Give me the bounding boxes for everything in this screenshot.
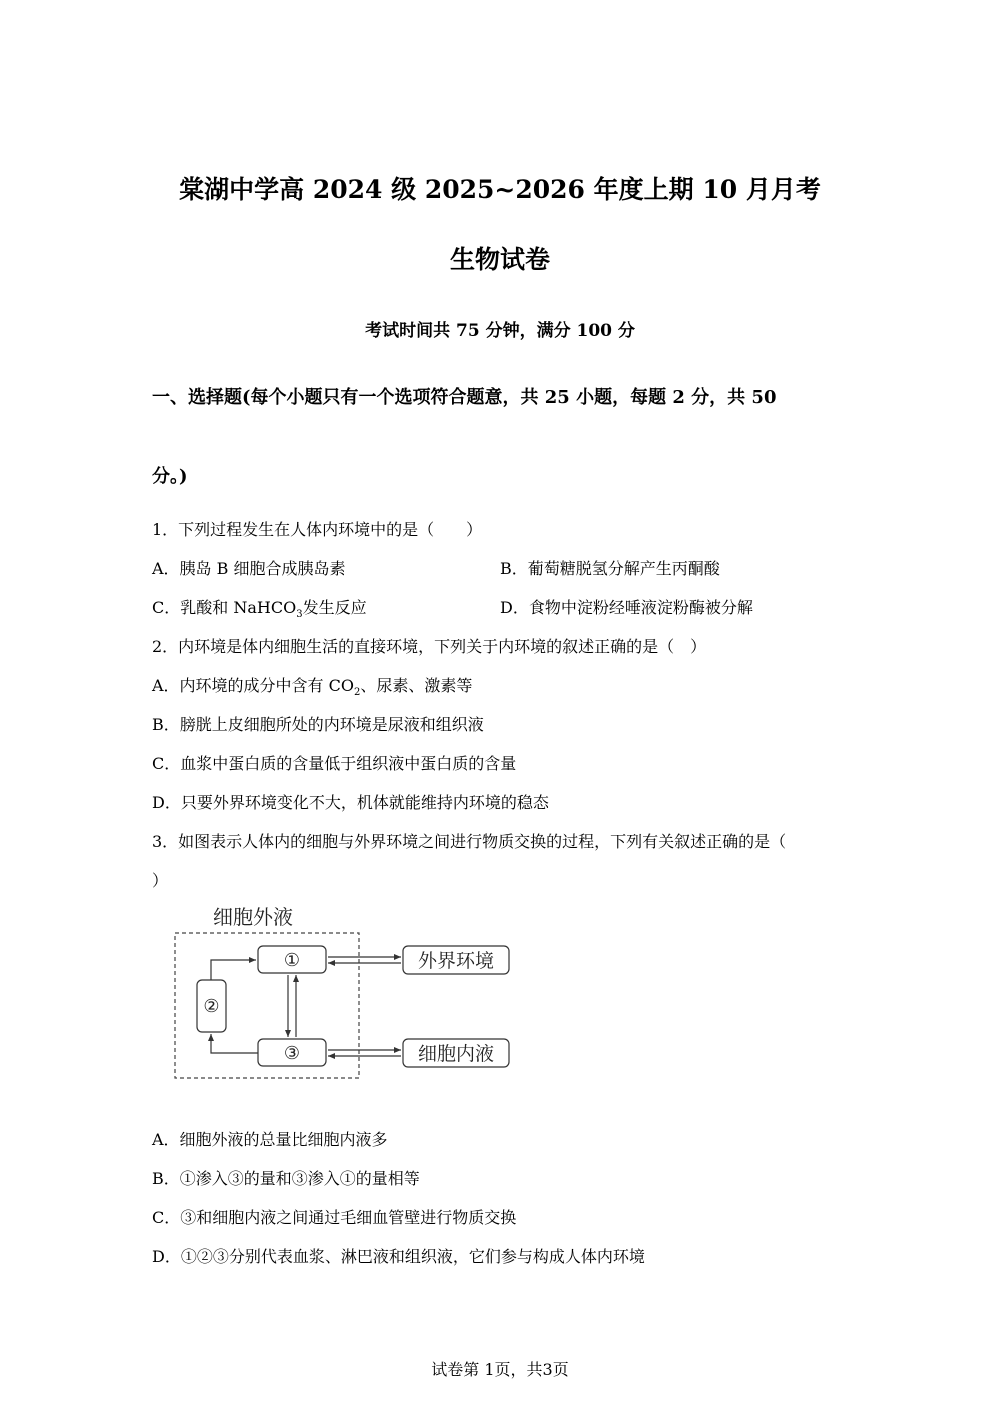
node-2-label: ② bbox=[203, 996, 220, 1017]
question-1-option-d: D．食物中淀粉经唾液淀粉酶被分解 bbox=[500, 598, 753, 617]
question-2-option-a bbox=[152, 673, 472, 698]
question-1-stem: 1．下列过程发生在人体内环境中的是（ ） bbox=[152, 520, 483, 539]
body-fluid-diagram bbox=[168, 900, 518, 1085]
question-1-option-c bbox=[152, 595, 367, 620]
question-1-option-b: B．葡萄糖脱氢分解产生丙酮酸 bbox=[500, 559, 720, 578]
intracellular-fluid-label: 细胞内液 bbox=[417, 1043, 495, 1065]
question-2-option-a-subscript: 2 bbox=[354, 687, 361, 699]
page-footer: 试卷第 1页，共3页 bbox=[431, 1360, 569, 1379]
exam-info: 考试时间共 75 分钟，满分 100 分 bbox=[365, 321, 635, 341]
question-1-option-a: A．胰岛 B 细胞合成胰岛素 bbox=[152, 559, 346, 578]
question-3-option-c: C．③和细胞内液之间通过毛细血管壁进行物质交换 bbox=[152, 1208, 517, 1227]
question-2-option-d: D．只要外界环境变化不大，机体就能维持内环境的稳态 bbox=[152, 793, 549, 812]
section-heading-line1: 一、选择题(每个小题只有一个选项符合题意，共 25 小题，每题 2 分，共 50 bbox=[152, 387, 777, 408]
exam-subtitle: 生物试卷 bbox=[449, 245, 550, 274]
question-2-option-b: B．膀胱上皮细胞所处的内环境是尿液和组织液 bbox=[152, 715, 484, 734]
question-2-stem: 2．内环境是体内细胞生活的直接环境，下列关于内环境的叙述正确的是（ ） bbox=[152, 637, 707, 656]
external-environment-label: 外界环境 bbox=[417, 950, 495, 972]
question-3-option-d: D．①②③分别代表血浆、淋巴液和组织液，它们参与构成人体内环境 bbox=[152, 1247, 645, 1266]
question-3-stem-line1: 3．如图表示人体内的细胞与外界环境之间进行物质交换的过程，下列有关叙述正确的是（ bbox=[152, 832, 787, 851]
node-3-label: ③ bbox=[283, 1043, 301, 1064]
question-2-option-a-text: A．内环境的成分中含有 CO bbox=[152, 676, 355, 695]
node-1-label: ① bbox=[283, 950, 301, 971]
question-1-option-c-text: C．乳酸和 NaHCO bbox=[152, 598, 297, 617]
question-3-option-a: A．细胞外液的总量比细胞内液多 bbox=[152, 1130, 388, 1149]
question-1-option-c-subscript: 3 bbox=[296, 609, 303, 621]
question-2-option-c: C．血浆中蛋白质的含量低于组织液中蛋白质的含量 bbox=[152, 754, 517, 773]
question-1-option-c-text-tail: 发生反应 bbox=[302, 598, 367, 617]
question-3-option-b: B．①渗入③的量和③渗入①的量相等 bbox=[152, 1169, 420, 1188]
extracellular-fluid-label: 细胞外液 bbox=[213, 905, 293, 929]
arrow-2-to-1 bbox=[211, 960, 256, 980]
question-3-stem-line2: ） bbox=[152, 871, 169, 890]
section-heading-line2: 分。) bbox=[152, 466, 188, 487]
exam-title: 棠湖中学高 2024 级 2025~2026 年度上期 10 月月考 bbox=[179, 175, 821, 204]
question-2-option-a-text-tail: 、尿素、激素等 bbox=[360, 676, 473, 695]
arrow-3-to-2 bbox=[211, 1034, 258, 1053]
